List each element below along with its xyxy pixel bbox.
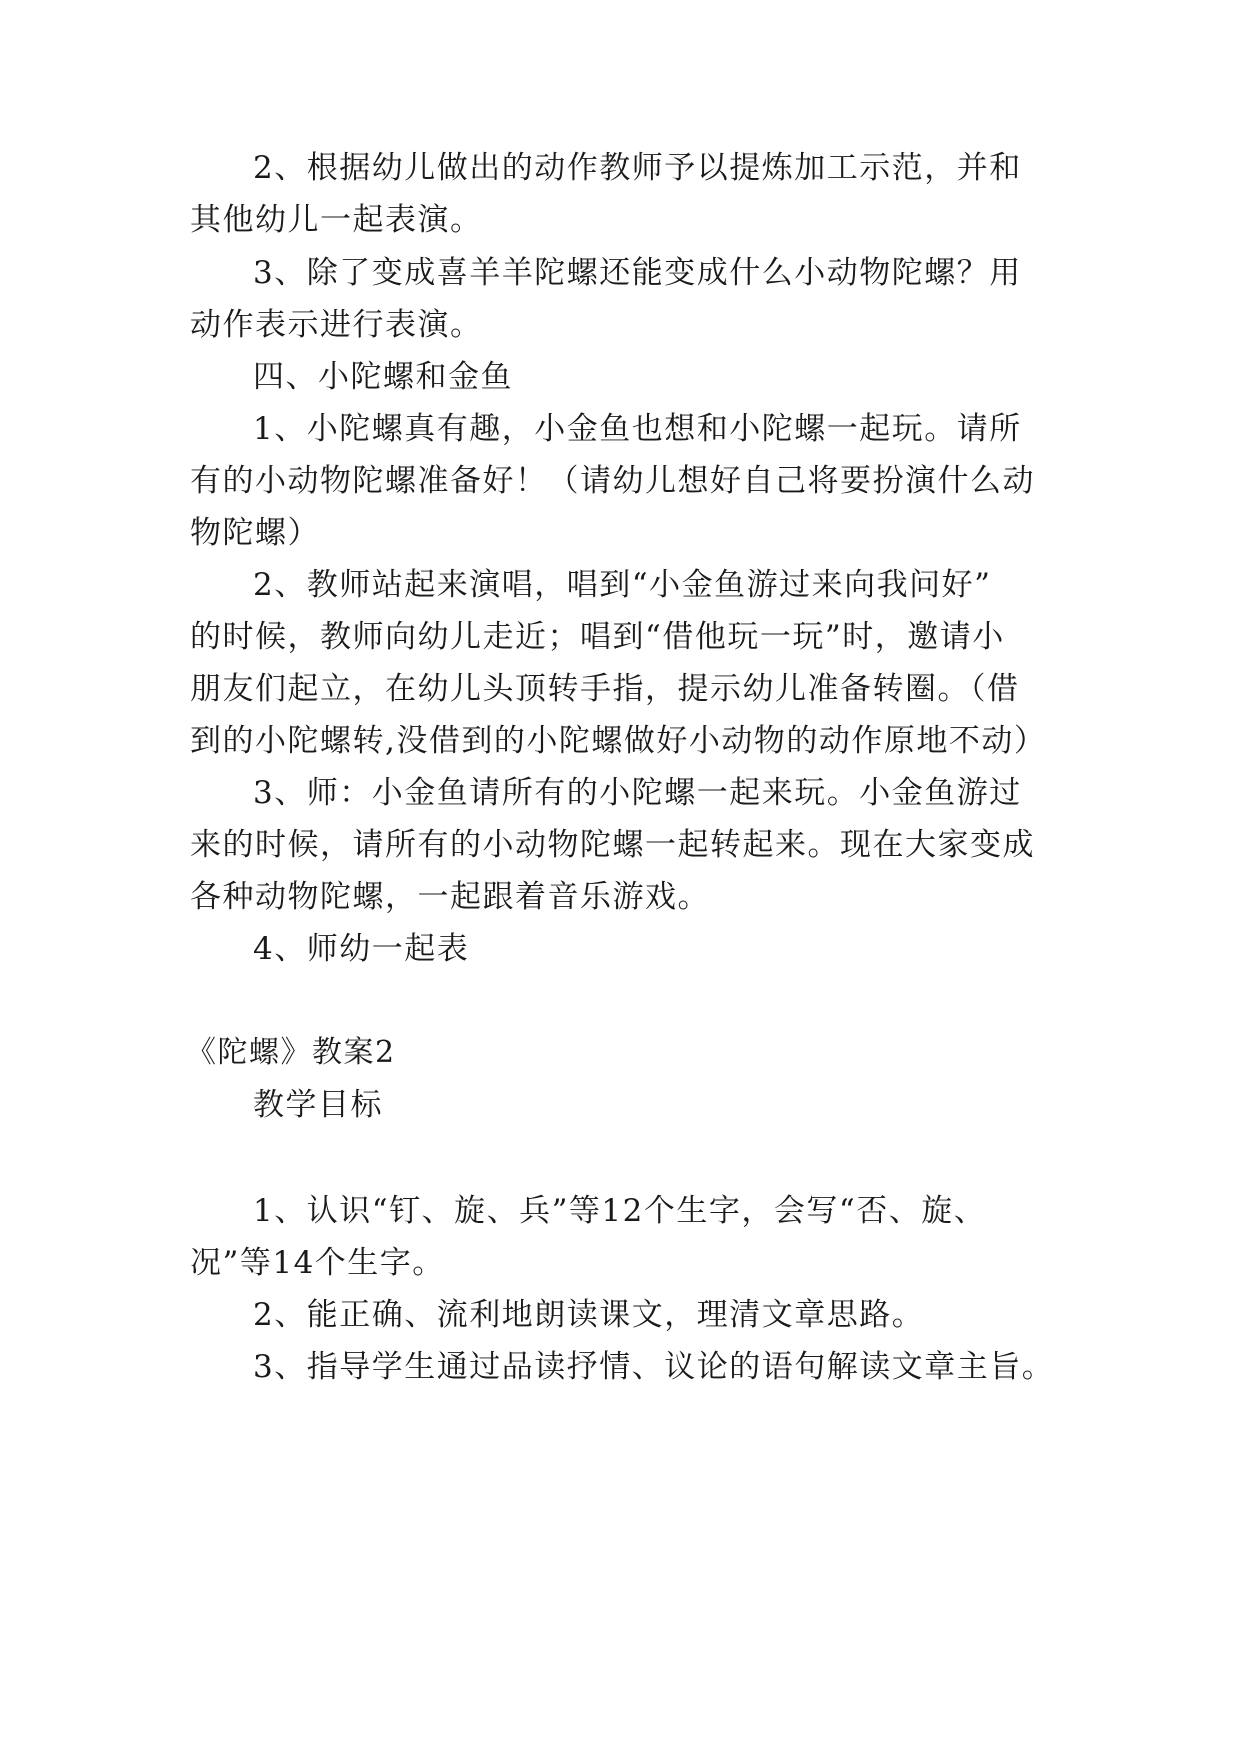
paragraph-line: 1、小陀螺真有趣，小金鱼也想和小陀螺一起玩。请所 [253,411,1022,447]
paragraph-line: 各种动物陀螺，一起跟着音乐游戏。 [190,879,710,915]
paragraph-line: 4、师幼一起表 [253,931,470,967]
paragraph-line: 来的时候，请所有的小动物陀螺一起转起来。现在大家变成 [190,827,1035,863]
paragraph-line: 物陀螺） [190,515,320,551]
paragraph-line: 3、指导学生通过品读抒情、议论的语句解读文章主旨。 [253,1349,1055,1385]
paragraph-line: 3、除了变成喜羊羊陀螺还能变成什么小动物陀螺？用 [253,255,1022,291]
paragraph-line: 2、根据幼儿做出的动作教师予以提炼加工示范，并和 [253,150,1022,186]
paragraph-line: 动作表示进行表演。 [190,307,483,343]
paragraph-line: 到的小陀螺转,没借到的小陀螺做好小动物的动作原地不动） [190,723,1047,759]
paragraph-line: 况”等14个生字。 [190,1245,445,1281]
paragraph-line: 有的小动物陀螺准备好！（请幼儿想好自己将要扮演什么动 [190,463,1035,499]
paragraph-line: 2、能正确、流利地朗读课文，理清文章思路。 [253,1297,925,1333]
section-heading: 四、小陀螺和金鱼 [253,359,513,395]
paragraph-line: 2、教师站起来演唱，唱到“小金鱼游过来向我问好” [253,567,992,603]
paragraph-line: 1、认识“钉、旋、兵”等12个生字，会写“否、旋、 [253,1193,987,1229]
paragraph-line: 3、师：小金鱼请所有的小陀螺一起来玩。小金鱼游过 [253,775,1022,811]
paragraph-line: 其他幼儿一起表演。 [190,202,483,238]
section-heading: 教学目标 [253,1087,383,1123]
section-title: 《陀螺》教案2 [186,1035,396,1070]
paragraph-line: 的时候，教师向幼儿走近；唱到“借他玩一玩”时，邀请小 [190,619,1005,655]
paragraph-line: 朋友们起立，在幼儿头顶转手指，提示幼儿准备转圈。（借 [190,671,1020,707]
